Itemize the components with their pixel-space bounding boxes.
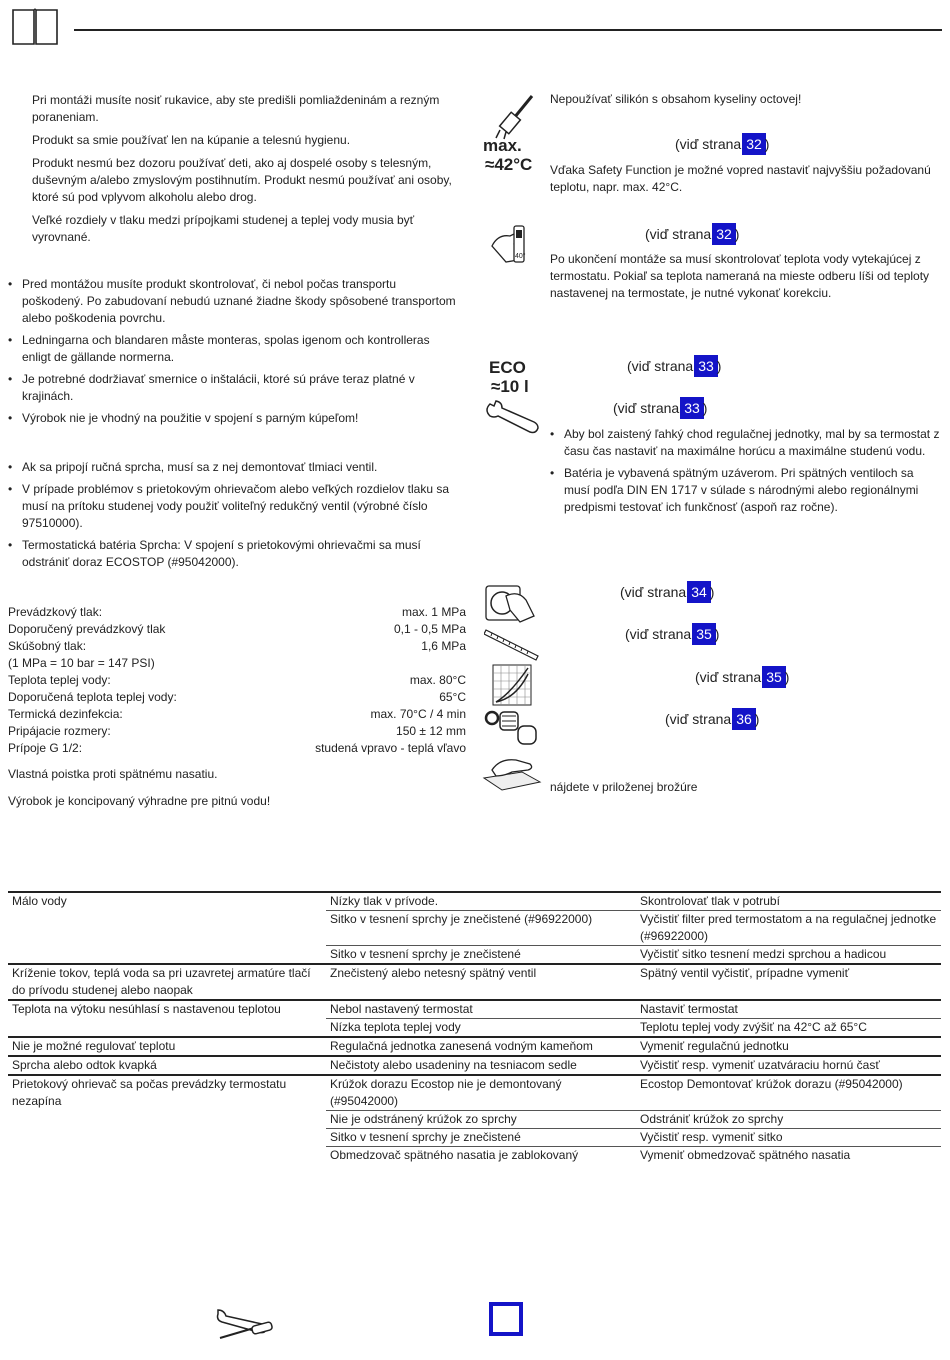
problem-cell <box>8 1147 326 1165</box>
safety-function-text: Vďaka Safety Function je možné vopred nastaviť najvyššiu požadovanú teplotu, napr. max. 42°C. <box>550 163 931 194</box>
problem-cell: Málo vody <box>8 892 326 911</box>
eco-flow-text: ≈10 l <box>491 377 529 396</box>
spec-label: Doporučený prevádzkový tlak <box>8 622 166 636</box>
spec-row <box>8 604 466 621</box>
silicone-note: Nepoužívať silikón s obsahom kyseliny octovej! <box>550 92 802 106</box>
cause-cell: Nízka teplota teplej vody <box>326 1019 636 1038</box>
problem-cell: Nie je možné regulovať teplotu <box>8 1037 326 1056</box>
problem-cell <box>8 946 326 965</box>
troubleshooting-table <box>8 891 941 1164</box>
page-number-link[interactable]: 33 <box>695 356 717 376</box>
problem-cell <box>8 1019 326 1038</box>
eco-label <box>489 358 529 396</box>
page-number-link[interactable]: 32 <box>743 134 765 154</box>
remedy-cell: Vymeniť regulačnú jednotku <box>636 1037 941 1056</box>
cause-cell: Krúžok dorazu Ecostop nie je demontovaný (#95042000) <box>326 1075 636 1111</box>
safety-paragraph: Pri montáži musíte nosiť rukavice, aby ste predišli pomliaždeninám a rezným poraneniam. <box>32 93 440 124</box>
spec-value: 1,6 MPa <box>421 639 466 653</box>
spec-row <box>8 638 466 655</box>
spec-row <box>8 723 466 740</box>
mounting-instructions-list <box>8 276 460 432</box>
spec-row <box>8 689 466 706</box>
spec-row <box>8 740 466 757</box>
spec-label: Pripájacie rozmery: <box>8 724 111 738</box>
thermometer-hand-icon <box>488 220 538 266</box>
ref-text: (viď strana <box>675 136 742 152</box>
cause-cell: Nečistoty alebo usadeniny na tesniacom sedle <box>326 1056 636 1075</box>
ref-close: ) <box>764 136 770 152</box>
spec-label: (1 MPa = 10 bar = 147 PSI) <box>8 656 155 670</box>
brochure-note: nájdete v priloženej brožúre <box>550 780 698 794</box>
list-item: • Je potrebné dodržiavať smernice o inštalácii, ktoré sú práve teraz platné v krajinách. <box>8 371 460 405</box>
remedy-cell: Odstrániť krúžok zo sprchy <box>636 1111 941 1129</box>
ref-close: ) <box>784 669 790 685</box>
cause-cell: Obmedzovač spätného nasatia je zablokovaný <box>326 1147 636 1165</box>
ref-close: ) <box>716 358 722 374</box>
list-item: • Batéria je vybavená spätným uzáverom. Pri spätných ventiloch sa musí podľa DIN EN 1717 v súlade s národnými alebo regionálnymi predpismi testovať ich funkčnosť (aspoň raz ročne). <box>550 465 940 516</box>
page-reference <box>695 667 789 687</box>
cause-cell: Sitko v tesnení sprchy je znečistené <box>326 1129 636 1147</box>
spec-value: max. 1 MPa <box>401 605 466 619</box>
list-item: • Aby bol zaistený ľahký chod regulačnej jednotky, mal by sa termostat z času čas nastaviť na maximálne horúcu a maximálne studenú vodu. <box>550 426 940 460</box>
ref-close: ) <box>714 626 720 642</box>
ruler-icon <box>484 624 540 662</box>
spec-value: max. 80°C <box>409 673 466 687</box>
ref-text: (viď strana <box>665 711 732 727</box>
ref-text: (viď strana <box>625 626 692 642</box>
table-row <box>8 1056 941 1075</box>
blank-page-box <box>489 1302 523 1336</box>
table-row <box>8 1075 941 1111</box>
page-reference <box>620 582 714 602</box>
cause-cell: Nízky tlak v prívode. <box>326 892 636 911</box>
backflow-note: Vlastná poistka proti spätnému nasatiu. <box>8 767 218 781</box>
spec-label: Doporučená teplota teplej vody: <box>8 690 177 704</box>
cause-cell: Sitko v tesnení sprchy je znečistené <box>326 946 636 965</box>
remedy-cell: Teplotu teplej vody zvýšiť na 42°C až 65°C <box>636 1019 941 1038</box>
maintenance-list <box>550 426 940 521</box>
page-number-link[interactable]: 35 <box>763 667 785 687</box>
wrench-icon <box>484 400 542 436</box>
spec-row <box>8 706 466 723</box>
page-reference <box>675 134 769 154</box>
problem-cell <box>8 1129 326 1147</box>
ref-text: (viď strana <box>695 669 762 685</box>
table-row <box>8 911 941 946</box>
problem-cell <box>8 1111 326 1129</box>
table-row <box>8 1037 941 1056</box>
page-reference <box>645 224 739 244</box>
page-number-link[interactable]: 34 <box>688 582 710 602</box>
max-temp-label: ≈42°C <box>485 155 533 174</box>
technical-data <box>8 604 466 757</box>
page-reference <box>613 398 707 418</box>
spec-label: Prevádzkový tlak: <box>8 605 103 619</box>
safety-section <box>32 92 462 252</box>
remedy-cell: Vyčistiť resp. vymeniť uzatváraciu hornú časť <box>636 1056 941 1075</box>
problem-cell: Sprcha alebo odtok kvapká <box>8 1056 326 1075</box>
table-row <box>8 946 941 965</box>
ref-close: ) <box>702 400 708 416</box>
remedy-cell: Skontrolovať tlak v potrubí <box>636 892 941 911</box>
cause-cell: Regulačná jednotka zanesená vodným kameňom <box>326 1037 636 1056</box>
table-row <box>8 1147 941 1165</box>
ref-close: ) <box>754 711 760 727</box>
spec-value: 65°C <box>439 690 466 704</box>
flow-diagram-icon <box>492 664 532 706</box>
page-reference <box>627 356 721 376</box>
cause-cell: Znečistený alebo netesný spätný ventil <box>326 964 636 1000</box>
remedy-cell: Vyčistiť resp. vymeniť sitko <box>636 1129 941 1147</box>
notes-list <box>8 459 460 576</box>
spec-row <box>8 655 466 672</box>
table-row <box>8 1019 941 1038</box>
list-item: • V prípade problémov s prietokovým ohrievačom alebo veľkých rozdielov tlaku sa musí na prítoku studenej vody použiť voliteľný redukčný ventil (výrobné číslo 97510000). <box>8 481 460 532</box>
spec-row <box>8 621 466 638</box>
problem-cell <box>8 911 326 946</box>
silicone-gun-icon <box>492 92 538 140</box>
tools-icon <box>214 1306 274 1346</box>
page-reference <box>665 709 759 729</box>
table-row <box>8 1000 941 1019</box>
table-row <box>8 892 941 911</box>
spec-label: Termická dezinfekcia: <box>8 707 123 721</box>
header-rule <box>74 29 942 31</box>
thermometer-value: 40° <box>515 253 526 260</box>
problem-cell: Prietokový ohrievač sa počas prevádzky termostatu nezapína <box>8 1075 326 1111</box>
page-number-link[interactable]: 33 <box>681 398 703 418</box>
remedy-cell: Ecostop Demontovať krúžok dorazu (#95042000) <box>636 1075 941 1111</box>
cause-cell: Nebol nastavený termostat <box>326 1000 636 1019</box>
list-item: • Výrobok nie je vhodný na použitie v spojení s parným kúpeľom! <box>8 410 460 427</box>
cleaning-hand-icon <box>482 752 542 792</box>
cause-cell: Sitko v tesnení sprchy je znečistené (#96922000) <box>326 911 636 946</box>
spec-value: max. 70°C / 4 min <box>370 707 466 721</box>
page-number-link[interactable]: 35 <box>693 624 715 644</box>
safety-paragraph: Veľké rozdiely v tlaku medzi prípojkami studenej a teplej vody musia byť vyrovnané. <box>32 213 415 244</box>
ref-text: (viď strana <box>613 400 680 416</box>
spec-label: Skúšobný tlak: <box>8 639 87 653</box>
remedy-cell: Vyčistiť sitko tesnení medzi sprchou a hadicou <box>636 946 941 965</box>
ref-text: (viď strana <box>645 226 712 242</box>
spec-value: studená vpravo - teplá vľavo <box>315 741 466 755</box>
ref-text: (viď strana <box>627 358 694 374</box>
max-temperature-label <box>483 136 532 174</box>
remedy-cell: Spätný ventil vyčistiť, prípadne vymeniť <box>636 964 941 1000</box>
spec-value: 150 ± 12 mm <box>396 724 466 738</box>
calibration-text: Po ukončení montáže sa musí skontrolovať teplota vody vytekajúcej z termostatu. Pokiaľ sa teplota nameraná na mieste odberu líši od teploty nastavenej na termostate, je nutné vykonať korekciu. <box>550 252 930 300</box>
book-icon <box>10 6 60 46</box>
ref-close: ) <box>709 584 715 600</box>
list-item: • Pred montážou musíte produkt skontrolovať, či nebol počas transportu poškodený. Po zabudovaní nebudú uznané žiadne škody spôsobené transportom alebo poškodenia povrchu. <box>8 276 460 327</box>
cause-cell: Nie je odstránený krúžok zo sprchy <box>326 1111 636 1129</box>
list-item: • Ak sa pripojí ručná sprcha, musí sa z nej demontovať tlmiaci ventil. <box>8 459 460 476</box>
table-row <box>8 964 941 1000</box>
list-item: • Ledningarna och blandaren måste monteras, spolas igenom och kontrolleras enligt de gällande normerna. <box>8 332 460 366</box>
remedy-cell: Vyčistiť filter pred termostatom a na regulačnej jednotke (#96922000) <box>636 911 941 946</box>
spec-label: Teplota teplej vody: <box>8 673 111 687</box>
table-row <box>8 1129 941 1147</box>
list-item: • Termostatická batéria Sprcha: V spojení s prietokovými ohrievačmi sa musí odstrániť doraz ECOSTOP (#95042000). <box>8 537 460 571</box>
remedy-cell: Vymeniť obmedzovač spätného nasatia <box>636 1147 941 1165</box>
max-label: max. <box>483 136 522 155</box>
dial-adjust-icon <box>484 582 538 624</box>
spec-row <box>8 672 466 689</box>
table-row <box>8 1111 941 1129</box>
page-reference <box>625 624 719 644</box>
remedy-cell: Nastaviť termostat <box>636 1000 941 1019</box>
spec-value: 0,1 - 0,5 MPa <box>393 622 466 636</box>
ref-close: ) <box>734 226 740 242</box>
ref-text: (viď strana <box>620 584 687 600</box>
drinking-water-note: Výrobok je koncipovaný výhradne pre pitnú vodu! <box>8 794 271 808</box>
spec-label: Prípoje G 1/2: <box>8 741 83 755</box>
eco-text: ECO <box>489 358 526 377</box>
page-number-link[interactable]: 36 <box>733 709 755 729</box>
problem-cell: Kríženie tokov, teplá voda sa pri uzavretej armatúre tlačí do prívodu studenej alebo naopak <box>8 964 326 1000</box>
problem-cell: Teplota na výtoku nesúhlasí s nastavenou teplotou <box>8 1000 326 1019</box>
safety-paragraph: Produkt nesmú bez dozoru používať deti, ako aj dospelé osoby s telesným, duševným a/alebo zmyslovým postihnutím. Produkt nesmú používať ani osoby, ktoré sú pod vplyvom alkoholu alebo drog. <box>32 156 452 204</box>
cartridge-parts-icon <box>484 708 540 750</box>
safety-paragraph: Produkt sa smie používať len na kúpanie a telesnú hygienu. <box>32 133 351 147</box>
page-number-link[interactable]: 32 <box>713 224 735 244</box>
